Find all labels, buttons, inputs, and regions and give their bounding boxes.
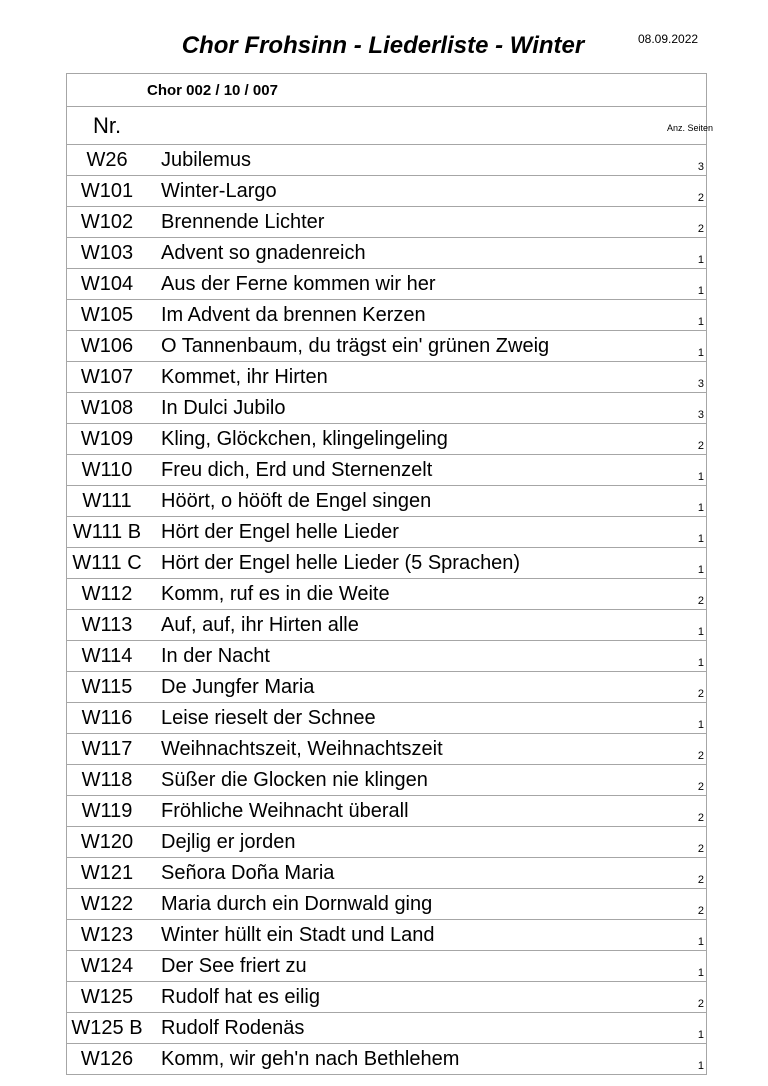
page-count: 1 <box>667 269 707 300</box>
page-count: 1 <box>667 1013 707 1044</box>
page-count: 1 <box>667 455 707 486</box>
page-count: 2 <box>667 889 707 920</box>
choir-row-blank <box>67 74 148 107</box>
song-title: Winter-Largo <box>147 176 667 207</box>
song-number: W115 <box>67 672 148 703</box>
song-number: W126 <box>67 1044 148 1075</box>
page-count: 1 <box>667 1044 707 1075</box>
song-number: W116 <box>67 703 148 734</box>
song-number: W106 <box>67 331 148 362</box>
song-number: W114 <box>67 641 148 672</box>
table-row <box>67 269 707 300</box>
song-number: W104 <box>67 269 148 300</box>
song-number: W111 <box>67 486 148 517</box>
table-row <box>67 393 707 424</box>
song-title: Hört der Engel helle Lieder (5 Sprachen) <box>147 548 667 579</box>
table-row <box>67 145 707 176</box>
column-header-nr: Nr. <box>67 107 148 145</box>
header-row <box>67 107 707 145</box>
table-row <box>67 610 707 641</box>
song-number: W107 <box>67 362 148 393</box>
song-number: W109 <box>67 424 148 455</box>
song-title: Weihnachtszeit, Weihnachtszeit <box>147 734 667 765</box>
page-count: 2 <box>667 424 707 455</box>
song-title: Brennende Lichter <box>147 207 667 238</box>
page-count: 2 <box>667 579 707 610</box>
song-title: Winter hüllt ein Stadt und Land <box>147 920 667 951</box>
choir-row-blank-end <box>667 74 707 107</box>
table-row <box>67 517 707 548</box>
page-count: 2 <box>667 827 707 858</box>
column-header-pages: Anz. Seiten <box>667 107 707 145</box>
page-count: 1 <box>667 951 707 982</box>
song-number: W125 B <box>67 1013 148 1044</box>
table-row <box>67 672 707 703</box>
song-number: W119 <box>67 796 148 827</box>
page-count: 1 <box>667 703 707 734</box>
page-count: 2 <box>667 207 707 238</box>
song-number: W108 <box>67 393 148 424</box>
song-title: Kling, Glöckchen, klingelingeling <box>147 424 667 455</box>
song-number: W122 <box>67 889 148 920</box>
song-title: O Tannenbaum, du trägst ein' grünen Zweig <box>147 331 667 362</box>
table-row <box>67 982 707 1013</box>
song-title: Kommet, ihr Hirten <box>147 362 667 393</box>
table-row <box>67 1013 707 1044</box>
song-title: Hört der Engel helle Lieder <box>147 517 667 548</box>
song-number: W117 <box>67 734 148 765</box>
table-row <box>67 548 707 579</box>
table-row <box>67 889 707 920</box>
song-number: W124 <box>67 951 148 982</box>
table-row <box>67 765 707 796</box>
song-title: Advent so gnadenreich <box>147 238 667 269</box>
page-count: 1 <box>667 548 707 579</box>
page-count: 3 <box>667 393 707 424</box>
page-count: 1 <box>667 610 707 641</box>
song-title: Höört, o hööft de Engel singen <box>147 486 667 517</box>
song-number: W105 <box>67 300 148 331</box>
table-row <box>67 300 707 331</box>
song-title: Dejlig er jorden <box>147 827 667 858</box>
song-number: W121 <box>67 858 148 889</box>
page-count: 1 <box>667 331 707 362</box>
song-number: W112 <box>67 579 148 610</box>
page-count: 3 <box>667 362 707 393</box>
page-count: 2 <box>667 982 707 1013</box>
song-number: W102 <box>67 207 148 238</box>
song-title: Rudolf Rodenäs <box>147 1013 667 1044</box>
song-number: W101 <box>67 176 148 207</box>
table-row <box>67 951 707 982</box>
song-title: In Dulci Jubilo <box>147 393 667 424</box>
page-count: 2 <box>667 176 707 207</box>
page-count: 2 <box>667 765 707 796</box>
page-count: 1 <box>667 486 707 517</box>
song-number: W123 <box>67 920 148 951</box>
song-title: Komm, ruf es in die Weite <box>147 579 667 610</box>
song-number: W26 <box>67 145 148 176</box>
table-row <box>67 331 707 362</box>
table-row <box>67 641 707 672</box>
song-title: Jubilemus <box>147 145 667 176</box>
song-title: In der Nacht <box>147 641 667 672</box>
choir-label: Chor 002 / 10 / 007 <box>147 74 667 107</box>
song-title: Maria durch ein Dornwald ging <box>147 889 667 920</box>
song-number: W110 <box>67 455 148 486</box>
song-list-table <box>66 73 714 1075</box>
song-title: Süßer die Glocken nie klingen <box>147 765 667 796</box>
song-number: W118 <box>67 765 148 796</box>
song-number: W111 C <box>67 548 148 579</box>
song-title: Der See friert zu <box>147 951 667 982</box>
page-count: 2 <box>667 734 707 765</box>
song-title: Aus der Ferne kommen wir her <box>147 269 667 300</box>
song-title: Leise rieselt der Schnee <box>147 703 667 734</box>
table-row <box>67 362 707 393</box>
table-row <box>67 424 707 455</box>
page-count: 2 <box>667 858 707 889</box>
page-count: 1 <box>667 920 707 951</box>
table-row <box>67 920 707 951</box>
page-title: Chor Frohsinn - Liederliste - Winter <box>181 32 585 59</box>
table-row <box>67 207 707 238</box>
table-row <box>67 796 707 827</box>
song-title: Freu dich, Erd und Sternenzelt <box>147 455 667 486</box>
page-count: 1 <box>667 238 707 269</box>
table-row <box>67 579 707 610</box>
song-title: Rudolf hat es eilig <box>147 982 667 1013</box>
table-row <box>67 827 707 858</box>
table-row <box>67 734 707 765</box>
song-number: W113 <box>67 610 148 641</box>
page-count: 2 <box>667 796 707 827</box>
page-count: 1 <box>667 300 707 331</box>
song-title: Señora Doña Maria <box>147 858 667 889</box>
song-number: W125 <box>67 982 148 1013</box>
page-count: 3 <box>667 145 707 176</box>
song-title: Fröhliche Weihnacht überall <box>147 796 667 827</box>
song-title: Komm, wir geh'n nach Bethlehem <box>147 1044 667 1075</box>
table-row <box>67 486 707 517</box>
table-row <box>67 858 707 889</box>
choir-row <box>67 74 707 107</box>
song-number: W120 <box>67 827 148 858</box>
song-title: Auf, auf, ihr Hirten alle <box>147 610 667 641</box>
table-row <box>67 176 707 207</box>
song-title: Im Advent da brennen Kerzen <box>147 300 667 331</box>
table-row <box>67 238 707 269</box>
table-row <box>67 1044 707 1075</box>
song-number: W103 <box>67 238 148 269</box>
page-count: 1 <box>667 517 707 548</box>
song-number: W111 B <box>67 517 148 548</box>
page-count: 2 <box>667 672 707 703</box>
column-header-title <box>147 107 667 145</box>
page-count: 1 <box>667 641 707 672</box>
table-row <box>67 703 707 734</box>
print-date: 08.09.2022 <box>638 32 699 46</box>
song-title: De Jungfer Maria <box>147 672 667 703</box>
table-row <box>67 455 707 486</box>
